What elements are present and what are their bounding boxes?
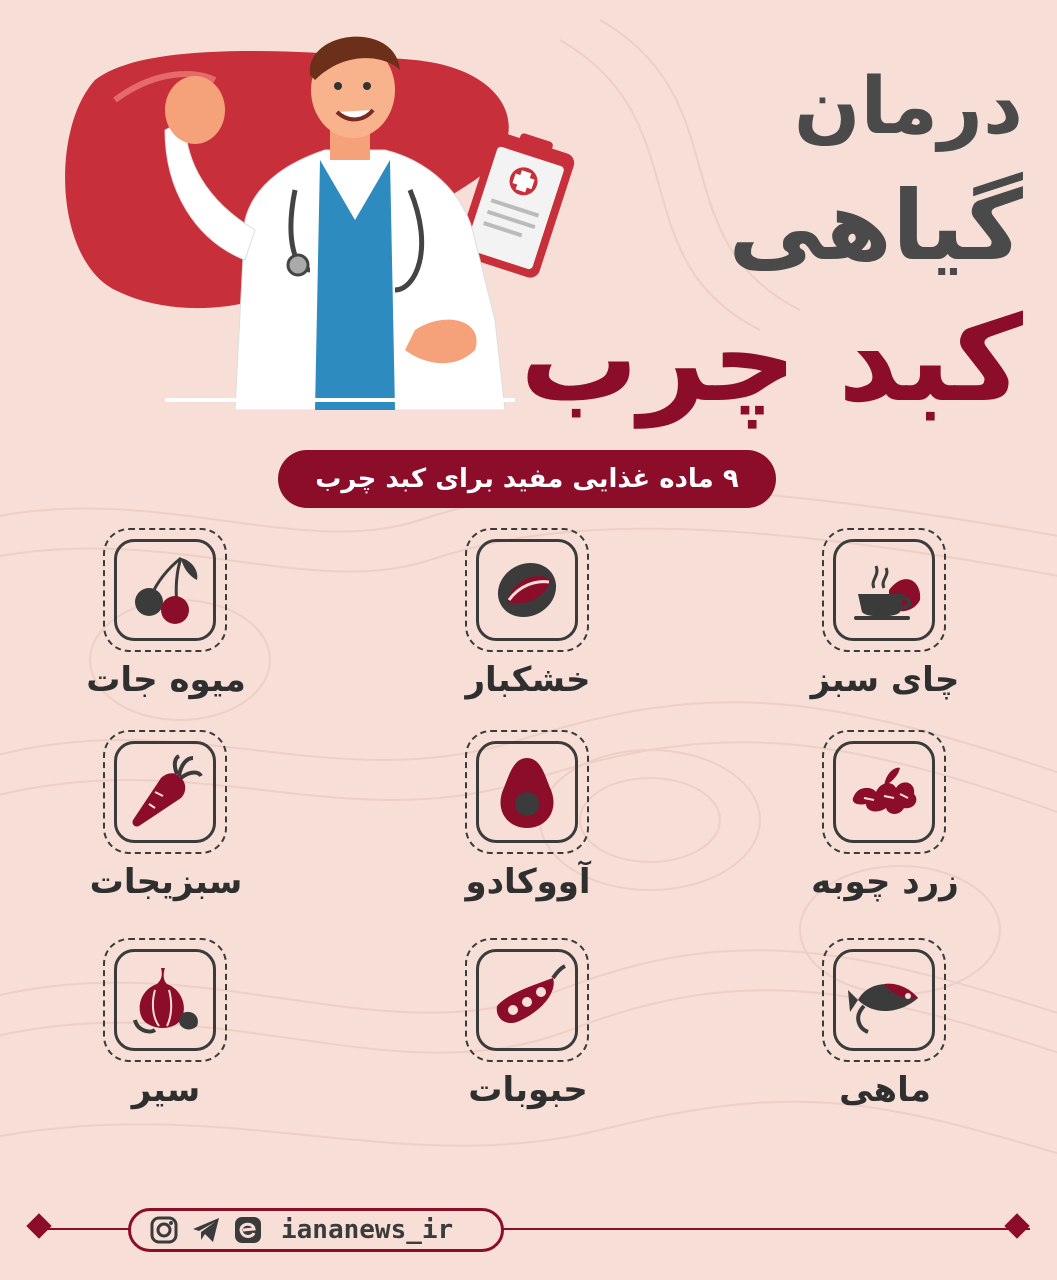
icon-frame	[465, 528, 589, 652]
icon-frame	[822, 938, 946, 1062]
title-line-1: درمان	[793, 62, 1023, 152]
food-label: میوه جات	[86, 660, 246, 700]
food-label: سبزیجات	[89, 862, 243, 902]
icon-frame	[103, 938, 227, 1062]
subtitle-banner: ۹ ماده غذایی مفید برای کبد چرب	[278, 450, 776, 508]
food-item-dried-fruits	[428, 528, 628, 718]
icon-frame	[103, 730, 227, 854]
avocado-icon	[487, 752, 567, 832]
title-line-2: گیاهی	[728, 170, 1023, 282]
food-label: ماهی	[839, 1070, 931, 1110]
food-label: خشکبار	[465, 660, 591, 700]
food-item-avocado	[428, 730, 628, 920]
food-label: زرد چوبه	[811, 862, 959, 902]
social-handle[interactable]: iananews_ir	[281, 1215, 454, 1245]
garlic-icon	[125, 960, 205, 1040]
food-item-turmeric	[785, 730, 985, 920]
icon-frame	[103, 528, 227, 652]
pistachio-icon	[487, 550, 567, 630]
bean-icon	[487, 960, 567, 1040]
food-label: آووکادو	[465, 862, 591, 902]
food-item-legumes	[428, 938, 628, 1128]
icon-frame	[465, 938, 589, 1062]
title-line-3: کبد چرب	[519, 290, 1023, 428]
food-label: حبوبات	[468, 1070, 588, 1110]
carrot-icon	[125, 752, 205, 832]
food-label: چای سبز	[810, 660, 960, 700]
icon-frame	[822, 528, 946, 652]
icon-frame	[822, 730, 946, 854]
telegram-icon[interactable]	[191, 1215, 221, 1245]
food-item-fish	[785, 938, 985, 1128]
doctor-with-liver-illustration	[55, 20, 575, 410]
instagram-icon[interactable]	[149, 1215, 179, 1245]
eitaa-icon[interactable]	[233, 1215, 263, 1245]
food-item-vegetables	[66, 730, 266, 920]
food-item-fruits	[66, 528, 266, 718]
turmeric-icon	[844, 752, 924, 832]
food-item-green-tea	[785, 528, 985, 718]
icon-frame	[465, 730, 589, 854]
food-item-garlic	[66, 938, 266, 1128]
cherry-icon	[125, 550, 205, 630]
fish-icon	[844, 960, 924, 1040]
food-label: سیر	[131, 1070, 201, 1110]
green-tea-icon	[844, 550, 924, 630]
footer-social-bar	[128, 1208, 504, 1252]
